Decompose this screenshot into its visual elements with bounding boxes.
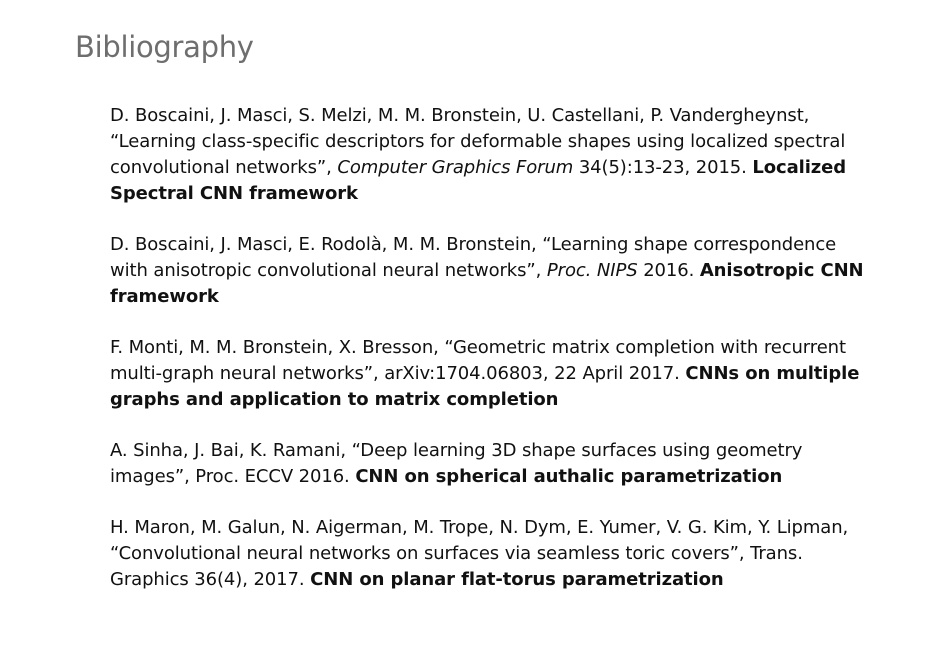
reference-list xyxy=(110,103,870,618)
reference-text: A. Sinha, J. Bai, K. Ramani, “Deep learning 3D shape surfaces using geometry images”, Proc. ECCV 2016. xyxy=(110,440,803,487)
reference-note: Localized Spectral CNN framework xyxy=(110,157,847,204)
reference-details: 34(5):13-23, 2015. xyxy=(578,157,747,178)
reference-venue: Proc. NIPS xyxy=(546,260,638,281)
reference-item xyxy=(110,103,870,207)
reference-item xyxy=(110,438,870,490)
reference-text: F. Monti, M. M. Bronstein, X. Bresson, “Geometric matrix completion with recurrent multi-graph neural networks”, arXiv:1704.06803, 22 April 2017. xyxy=(110,337,846,384)
reference-note: Anisotropic CNN framework xyxy=(110,260,864,307)
reference-item xyxy=(110,335,870,413)
reference-note: CNN on spherical authalic parametrization xyxy=(355,466,783,487)
reference-note: CNN on planar flat-torus parametrization xyxy=(310,569,724,590)
reference-venue: Computer Graphics Forum xyxy=(337,157,574,178)
page-title: Bibliography xyxy=(75,30,254,64)
reference-note: CNNs on multiple graphs and application to matrix completion xyxy=(110,363,860,410)
reference-text: D. Boscaini, J. Masci, S. Melzi, M. M. Bronstein, U. Castellani, P. Vandergheynst, “Learning class-specific descriptors for deformable shapes using localized spectral convolutional networks”, xyxy=(110,105,846,178)
reference-details: 2016. xyxy=(643,260,695,281)
reference-item xyxy=(110,515,870,593)
reference-text: H. Maron, M. Galun, N. Aigerman, M. Trope, N. Dym, E. Yumer, V. G. Kim, Y. Lipman, “Convolutional neural networks on surfaces via seamless toric covers”, Trans. Graphics 36(4), 2017. xyxy=(110,517,849,590)
reference-text: D. Boscaini, J. Masci, E. Rodolà, M. M. Bronstein, “Learning shape correspondence with anisotropic convolutional neural networks”, xyxy=(110,234,837,281)
reference-item xyxy=(110,232,870,310)
